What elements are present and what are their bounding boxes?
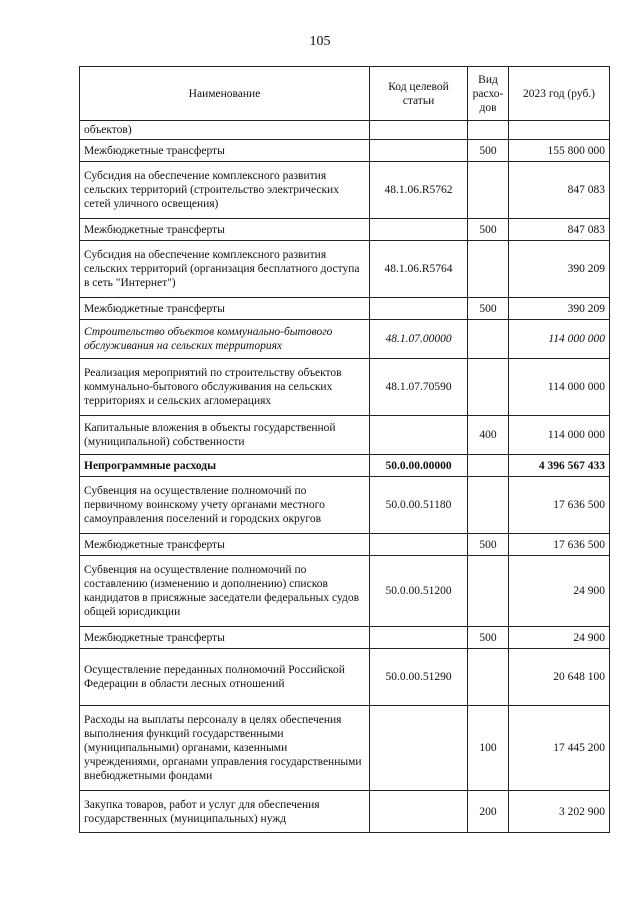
cell-code (370, 219, 468, 241)
cell-vid: 100 (468, 706, 509, 791)
table-row (80, 121, 610, 140)
cell-vid: 500 (468, 627, 509, 649)
cell-amount: 114 000 000 (509, 320, 610, 359)
cell-amount: 847 083 (509, 219, 610, 241)
cell-code: 50.0.00.51200 (370, 556, 468, 627)
cell-name: объектов) (80, 121, 370, 140)
cell-amount (509, 121, 610, 140)
cell-amount: 3 202 900 (509, 791, 610, 833)
table-row (80, 477, 610, 534)
cell-vid: 500 (468, 534, 509, 556)
budget-table (79, 66, 610, 833)
cell-code (370, 121, 468, 140)
cell-code (370, 706, 468, 791)
cell-name: Капитальные вложения в объекты государственной (муниципальной) собственности (80, 416, 370, 455)
cell-amount: 24 900 (509, 627, 610, 649)
cell-code (370, 140, 468, 162)
cell-amount: 17 636 500 (509, 534, 610, 556)
cell-code: 50.0.00.51180 (370, 477, 468, 534)
cell-name: Закупка товаров, работ и услуг для обеспечения государственных (муниципальных) нужд (80, 791, 370, 833)
header-amount: 2023 год (руб.) (509, 67, 610, 121)
cell-code: 48.1.06.R5764 (370, 241, 468, 298)
cell-amount: 390 209 (509, 241, 610, 298)
cell-vid (468, 320, 509, 359)
cell-vid (468, 455, 509, 477)
cell-vid (468, 556, 509, 627)
cell-vid (468, 162, 509, 219)
cell-amount: 847 083 (509, 162, 610, 219)
table-row (80, 649, 610, 706)
header-code: Код целевой статьи (370, 67, 468, 121)
table-header-row (80, 67, 610, 121)
cell-amount: 24 900 (509, 556, 610, 627)
cell-name: Субсидия на обеспечение комплексного развития сельских территорий (организация бесплатного доступа в сеть "Интернет") (80, 241, 370, 298)
table-row (80, 359, 610, 416)
cell-name: Субвенция на осуществление полномочий по составлению (изменению и дополнению) списков кандидатов в присяжные заседатели федеральных судов общей юрисдикции (80, 556, 370, 627)
cell-vid (468, 121, 509, 140)
cell-name: Непрограммные расходы (80, 455, 370, 477)
table-row (80, 791, 610, 833)
table-row (80, 534, 610, 556)
table-body (80, 121, 610, 833)
cell-code (370, 627, 468, 649)
table-row (80, 706, 610, 791)
cell-vid: 400 (468, 416, 509, 455)
cell-amount: 17 636 500 (509, 477, 610, 534)
cell-name: Реализация мероприятий по строительству объектов коммунально-бытового обслуживания на сельских территориях и сельских агломерациях (80, 359, 370, 416)
table-row (80, 320, 610, 359)
cell-name: Расходы на выплаты персоналу в целях обеспечения выполнения функций государственными (муниципальными) органами, казенными учреждениями, органами управления государственными внебюджетными фондами (80, 706, 370, 791)
cell-vid: 500 (468, 140, 509, 162)
table-row (80, 455, 610, 477)
cell-amount: 390 209 (509, 298, 610, 320)
cell-name: Межбюджетные трансферты (80, 534, 370, 556)
header-name: Наименование (80, 67, 370, 121)
cell-vid (468, 477, 509, 534)
table-row (80, 241, 610, 298)
table-row (80, 162, 610, 219)
cell-vid: 500 (468, 298, 509, 320)
cell-code: 50.0.00.51290 (370, 649, 468, 706)
cell-code (370, 791, 468, 833)
cell-code: 48.1.06.R5762 (370, 162, 468, 219)
cell-amount: 114 000 000 (509, 359, 610, 416)
cell-amount: 4 396 567 433 (509, 455, 610, 477)
cell-code: 48.1.07.70590 (370, 359, 468, 416)
cell-name: Межбюджетные трансферты (80, 219, 370, 241)
cell-amount: 17 445 200 (509, 706, 610, 791)
cell-amount: 114 000 000 (509, 416, 610, 455)
table-row (80, 627, 610, 649)
cell-code (370, 298, 468, 320)
cell-amount: 20 648 100 (509, 649, 610, 706)
cell-vid (468, 359, 509, 416)
cell-name: Осуществление переданных полномочий Российской Федерации в области лесных отношений (80, 649, 370, 706)
cell-name: Субсидия на обеспечение комплексного развития сельских территорий (строительство электрических сетей уличного освещения) (80, 162, 370, 219)
cell-name: Межбюджетные трансферты (80, 298, 370, 320)
cell-name: Межбюджетные трансферты (80, 627, 370, 649)
cell-vid (468, 241, 509, 298)
cell-name: Субвенция на осуществление полномочий по первичному воинскому учету органами местного самоуправления поселений и городских округов (80, 477, 370, 534)
page-number: 105 (309, 34, 331, 49)
cell-vid: 200 (468, 791, 509, 833)
table-row (80, 298, 610, 320)
cell-amount: 155 800 000 (509, 140, 610, 162)
cell-code (370, 416, 468, 455)
cell-code (370, 534, 468, 556)
cell-name: Строительство объектов коммунально-бытового обслуживания на сельских территориях (80, 320, 370, 359)
header-vid: Вид расхо-дов (468, 67, 509, 121)
table-row (80, 140, 610, 162)
table-row (80, 219, 610, 241)
cell-vid (468, 649, 509, 706)
table-row (80, 416, 610, 455)
table-row (80, 556, 610, 627)
cell-name: Межбюджетные трансферты (80, 140, 370, 162)
cell-vid: 500 (468, 219, 509, 241)
cell-code: 50.0.00.00000 (370, 455, 468, 477)
cell-code: 48.1.07.00000 (370, 320, 468, 359)
